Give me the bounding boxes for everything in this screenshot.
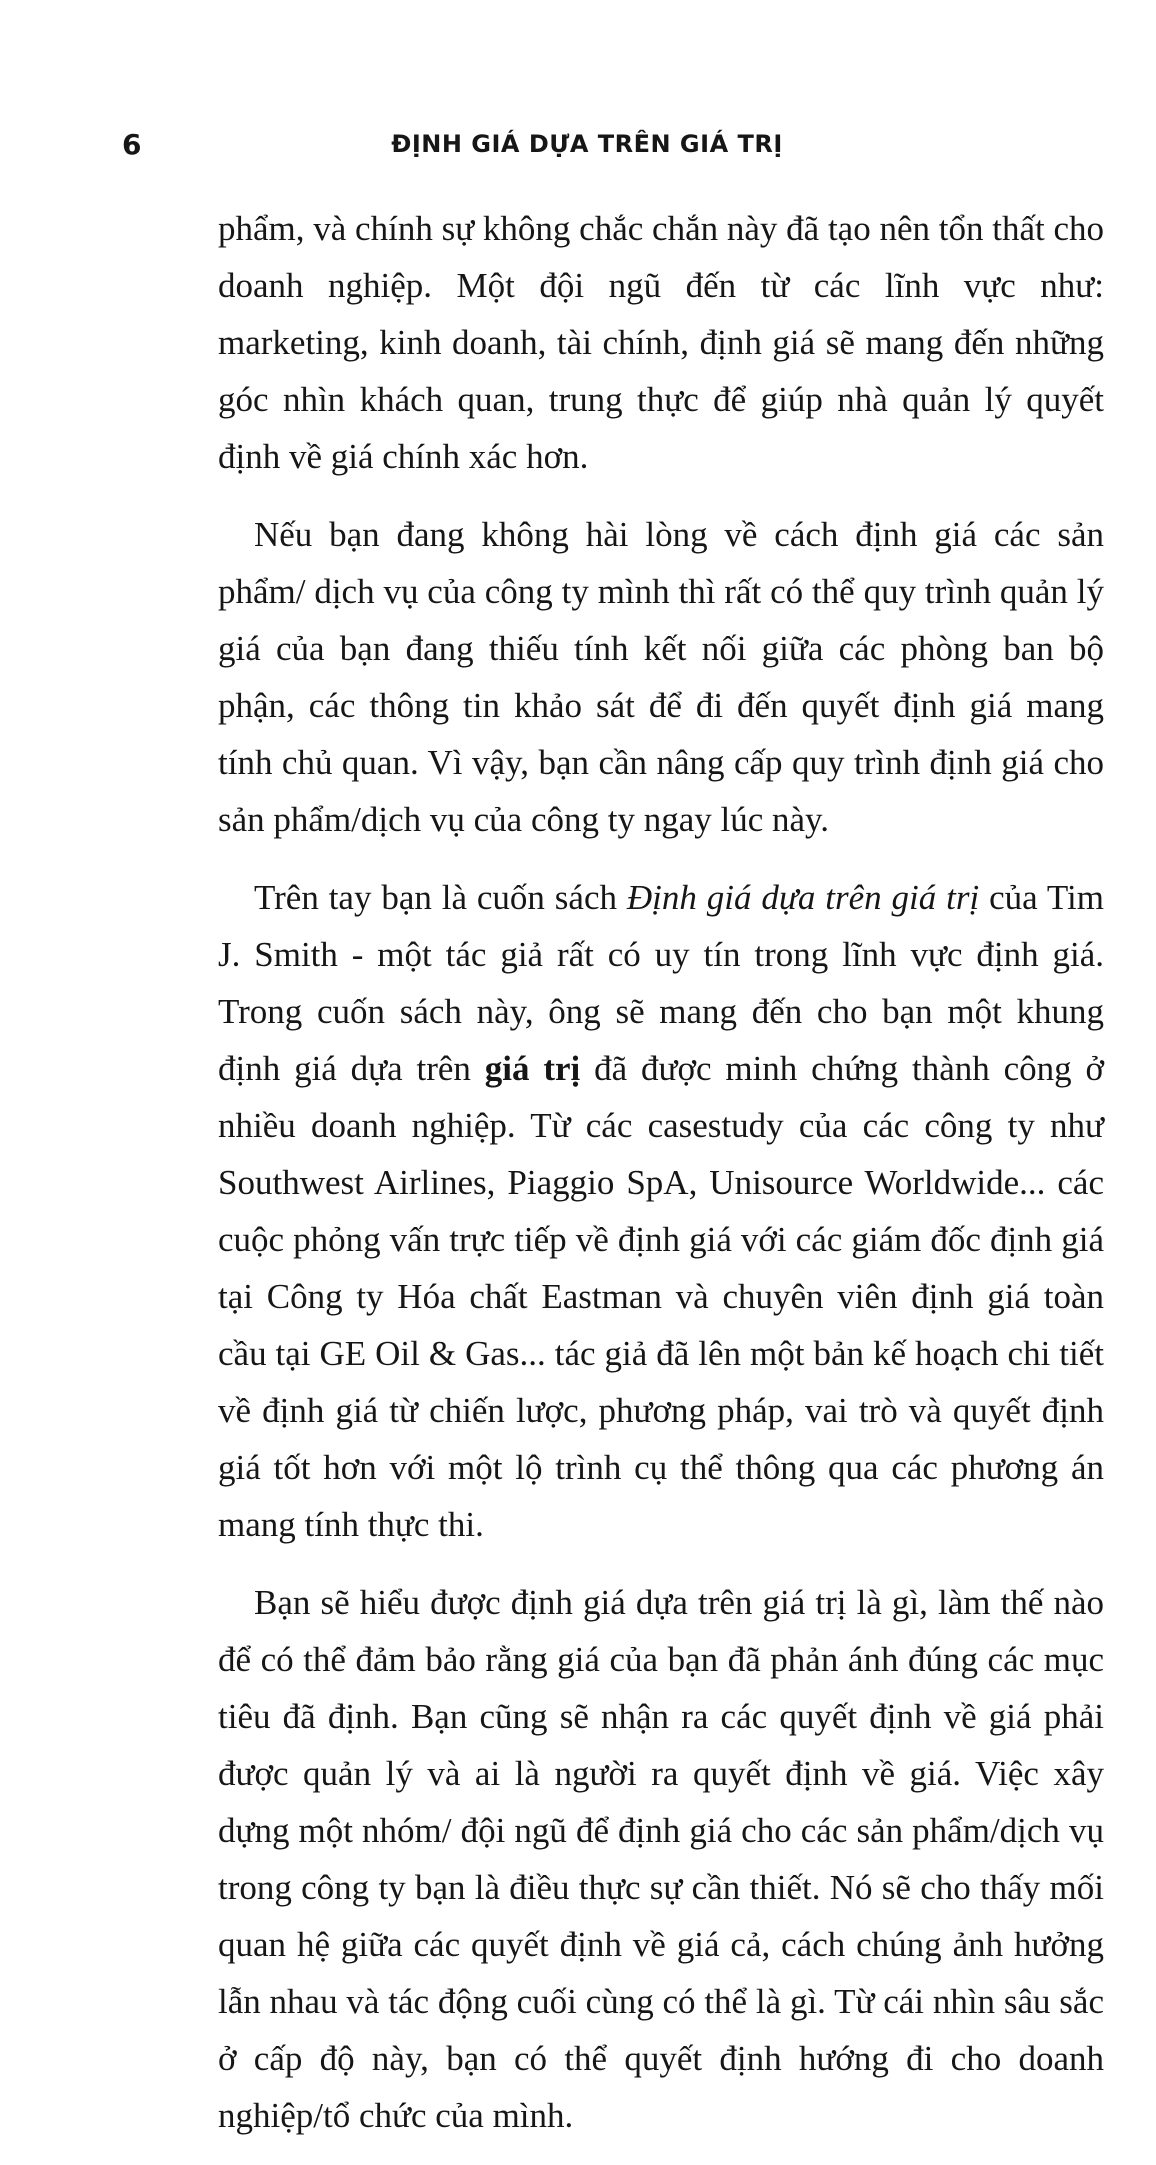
body-text [218, 200, 1104, 2165]
paragraph-3-part-3: đã được minh chứng thành công ở nhiều doanh nghiệp. Từ các casestudy của các công ty như Southwest Airlines, Piaggio SpA, Unisource Worldwide... các cuộc phỏng vấn trực tiếp về định giá với các giám đốc định giá tại Công ty Hóa chất Eastman và chuyên viên định giá toàn cầu tại GE Oil & Gas... tác giả đã lên một bản kế hoạch chi tiết về định giá từ chiến lược, phương pháp, vai trò và quyết định giá tốt hơn với một lộ trình cụ thể thông qua các phương án mang tính thực thi. [218, 1049, 1104, 1544]
page-header [122, 128, 1034, 172]
paragraph-1: phẩm, và chính sự không chắc chắn này đã tạo nên tổn thất cho doanh nghiệp. Một đội ngũ đến từ các lĩnh vực như: marketing, kinh doanh, tài chính, định giá sẽ mang đến những góc nhìn khách quan, trung thực để giúp nhà quản lý quyết định về giá chính xác hơn. [218, 209, 1104, 476]
paragraph-4: Bạn sẽ hiểu được định giá dựa trên giá trị là gì, làm thế nào để có thể đảm bảo rằng giá của bạn đã phản ánh đúng các mục tiêu đã định. Bạn cũng sẽ nhận ra các quyết định về giá phải được quản lý và ai là người ra quyết định về giá. Việc xây dựng một nhóm/ đội ngũ để định giá cho các sản phẩm/dịch vụ trong công ty bạn là điều thực sự cần thiết. Nó sẽ cho thấy mối quan hệ giữa các quyết định về giá cả, cách chúng ảnh hưởng lẫn nhau và tác động cuối cùng có thể là gì. Từ cái nhìn sâu sắc ở cấp độ này, bạn có thể quyết định hướng đi cho doanh nghiệp/tổ chức của mình. [218, 1583, 1104, 2135]
page-number: 6 [122, 128, 142, 161]
running-title: ĐỊNH GIÁ DỰA TRÊN GIÁ TRỊ [391, 130, 783, 158]
book-title: Định giá dựa trên giá trị [626, 878, 980, 917]
paragraph-2: Nếu bạn đang không hài lòng về cách định giá các sản phẩm/ dịch vụ của công ty mình thì rất có thể quy trình quản lý giá của bạn đang thiếu tính kết nối giữa các phòng ban bộ phận, các thông tin khảo sát để đi đến quyết định giá mang tính chủ quan. Vì vậy, bạn cần nâng cấp quy trình định giá cho sản phẩm/dịch vụ của công ty ngay lúc này. [218, 515, 1104, 839]
emphasis-value: giá trị [484, 1049, 581, 1088]
paragraph-3-part-2: của Tim J. Smith - một tác giả rất có uy tín trong lĩnh vực định giá. Trong cuốn sách này, ông sẽ mang đến cho bạn một khung định giá dựa trên [218, 878, 1104, 1088]
paragraph-3-part-1: Trên tay bạn là cuốn sách [254, 878, 627, 917]
paragraph-3 [218, 869, 1104, 1553]
